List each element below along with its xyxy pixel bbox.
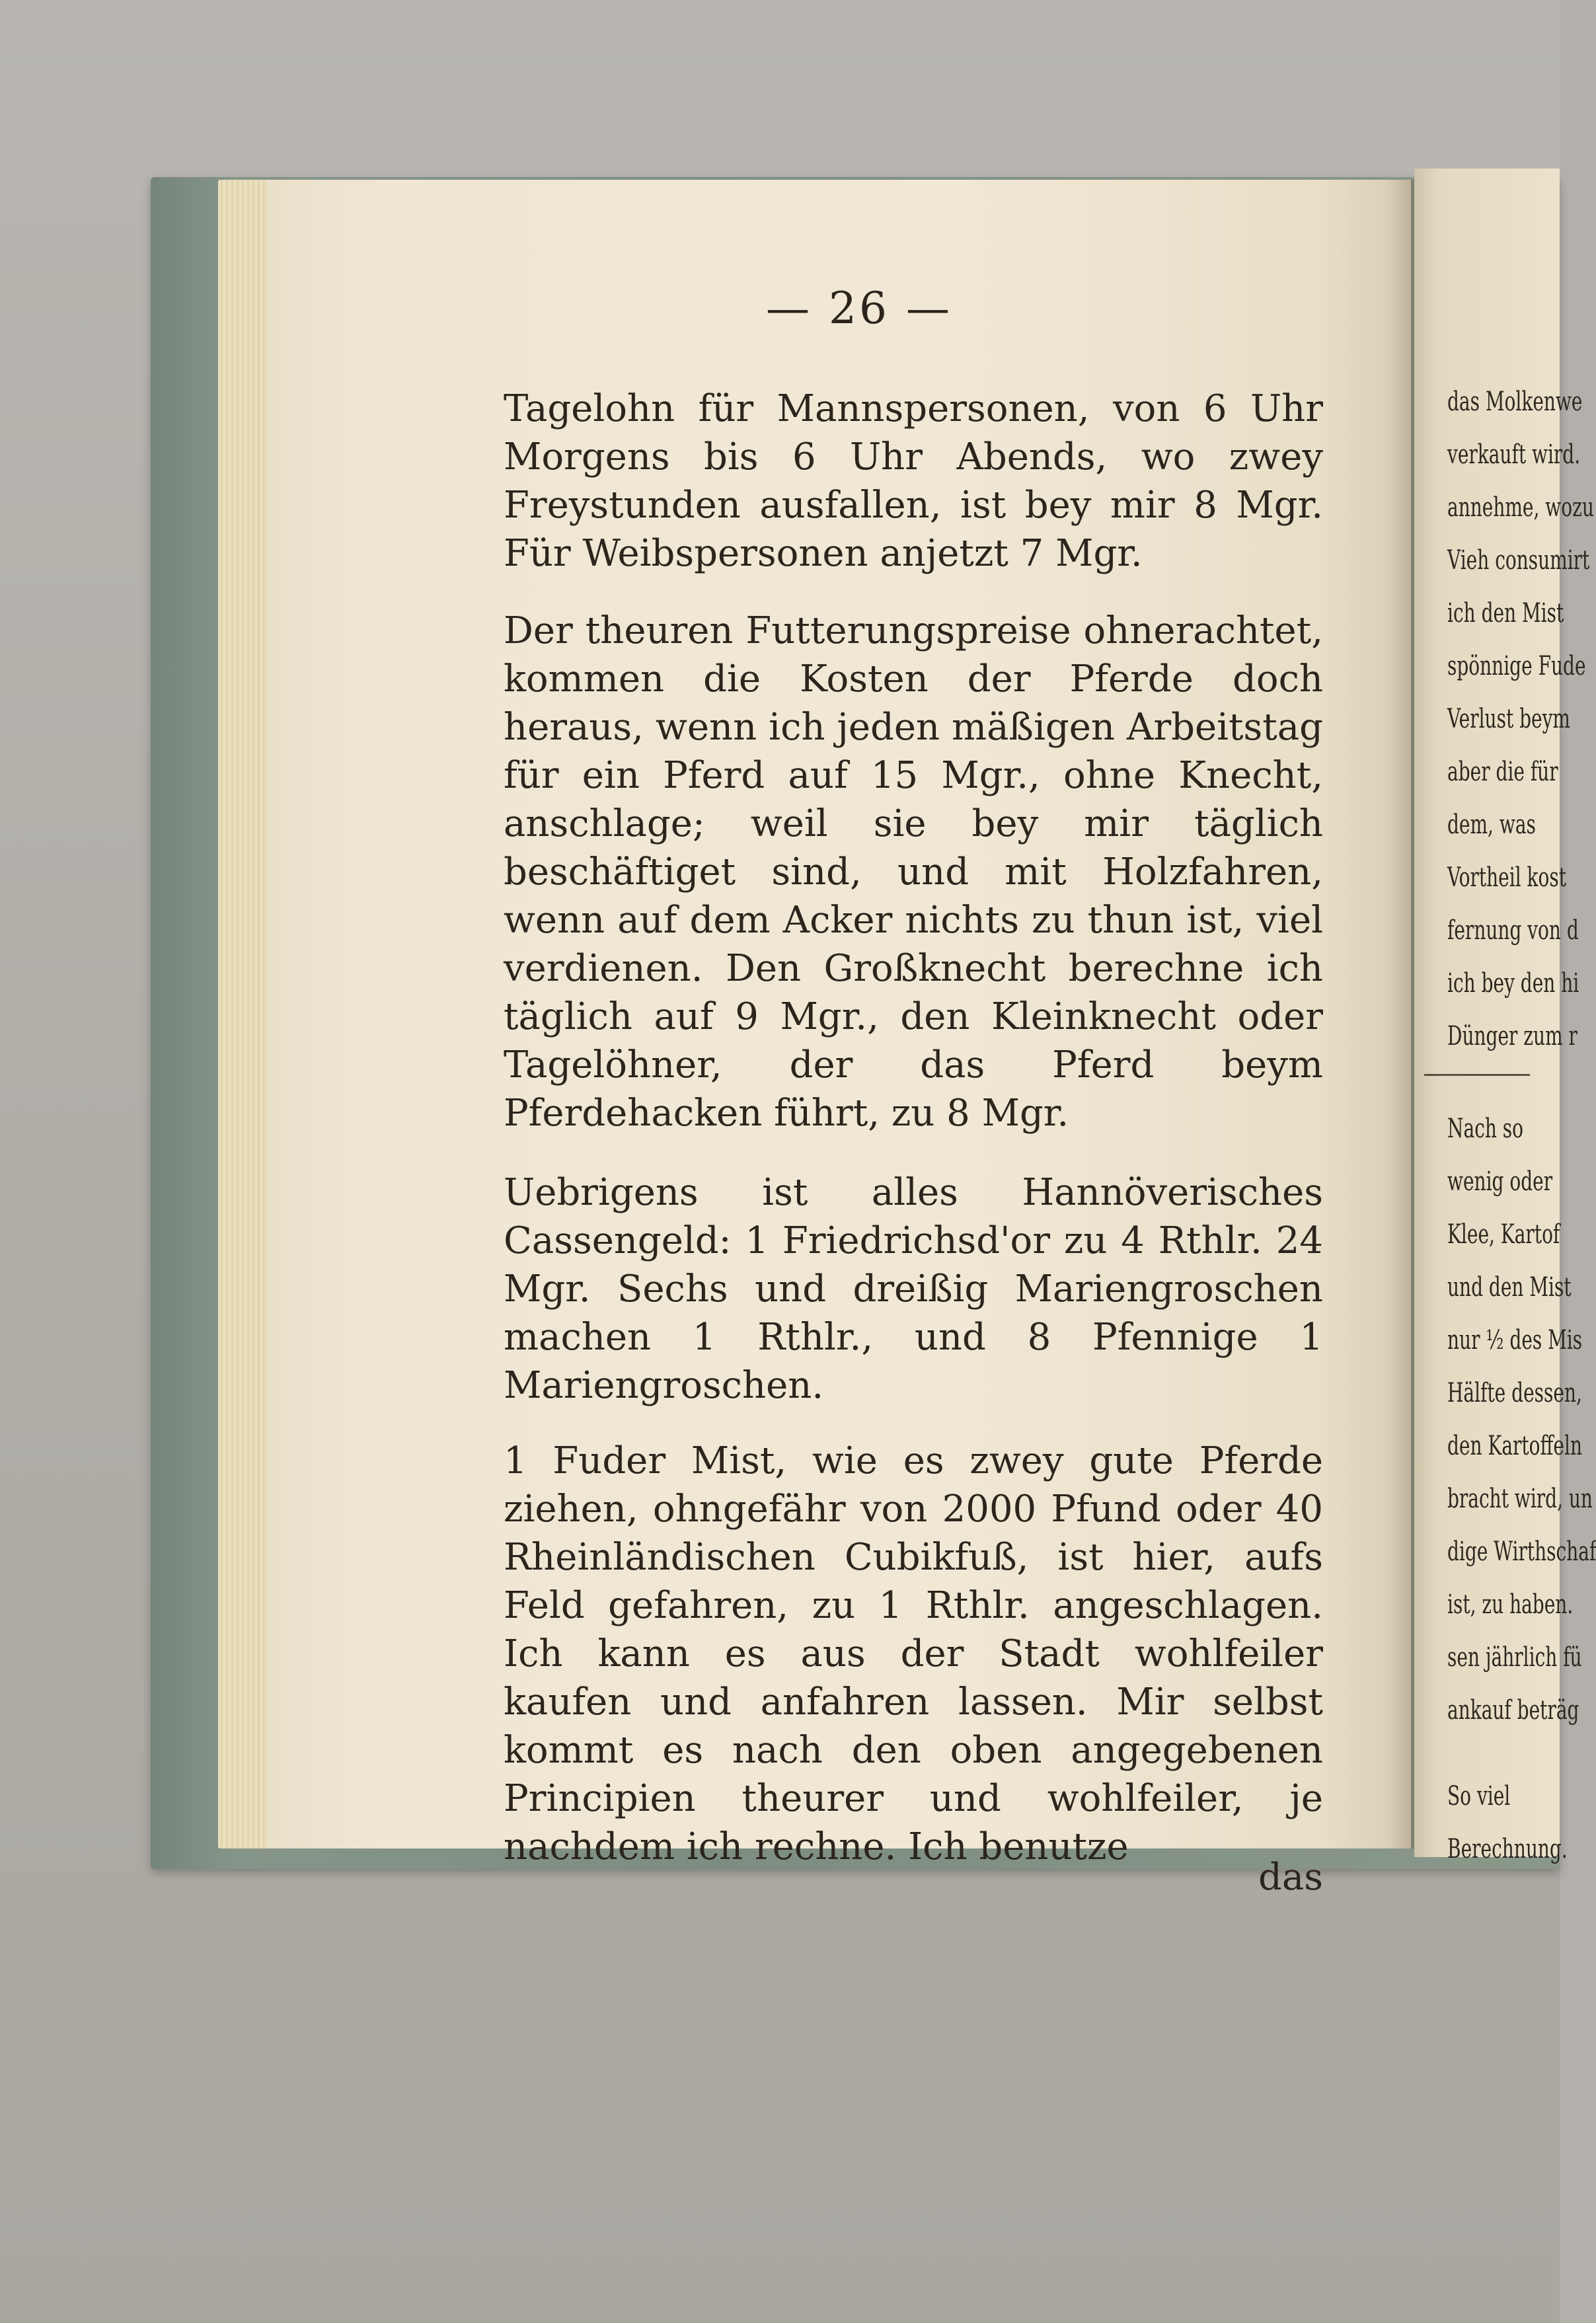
facing-page-line: nur ½ des Mis: [1447, 1325, 1583, 1355]
facing-page-line: ist, zu haben.: [1447, 1589, 1574, 1620]
facing-page-line: bracht wird, un: [1447, 1484, 1593, 1514]
body-paragraph: Der theuren Futterungspreise ohnerachtet, kommen die Kosten der Pferde doch heraus, wenn ich jeden mäßigen Arbeitstag für ein Pferd auf 15 Mgr., ohne Knecht, anschlage; weil sie bey mir täglich beschäftiget sind, und mit Holzfahren, wenn auf dem Acker nichts zu thun ist, viel verdienen. Den Großknecht berechne ich täglich auf 9 Mgr., den Kleinknecht oder Tagelöhner, der das Pferd beym Pferdehacken führt, zu 8 Mgr.: [504, 609, 1323, 1135]
facing-page-line: ich den Mist: [1447, 598, 1564, 628]
facing-page-line: dige Wirthschaf: [1447, 1537, 1596, 1567]
catchword: das: [1258, 1856, 1323, 1899]
facing-page-line: wenig oder: [1447, 1166, 1553, 1197]
facing-page-line: Vieh consumirt: [1447, 545, 1590, 576]
facing-page-line: annehme, wozu: [1447, 492, 1594, 523]
page-edges: [218, 180, 271, 1848]
facing-page-line: So viel: [1447, 1781, 1511, 1811]
facing-page-line: spönnige Fude: [1447, 651, 1586, 681]
facing-page-line: und den Mist: [1447, 1272, 1572, 1303]
facing-page-line: den Kartoffeln: [1447, 1431, 1582, 1461]
facing-page-line: ich bey den hi: [1447, 968, 1579, 999]
facing-page-line: verkauft wird.: [1447, 439, 1581, 470]
facing-page-line: dem, was: [1447, 810, 1536, 840]
facing-page-line: Dünger zum r: [1447, 1021, 1577, 1051]
facing-page-line: sen jährlich fü: [1447, 1642, 1582, 1673]
page-number: — 26 —: [766, 283, 952, 334]
facing-page-line: Verlust beym: [1447, 704, 1570, 734]
facing-page-line: Klee, Kartof: [1447, 1219, 1560, 1250]
facing-page-line: aber die für: [1447, 757, 1558, 787]
facing-page: [1414, 169, 1596, 1864]
facing-page-rule: [1424, 1074, 1530, 1076]
body-paragraph: Tagelohn für Mannspersonen, von 6 Uhr Morgens bis 6 Uhr Abends, wo zwey Freystunden ausfallen, ist bey mir 8 Mgr. Für Weibspersonen anjetzt 7 Mgr.: [504, 387, 1323, 575]
body-paragraph: 1 Fuder Mist, wie es zwey gute Pferde ziehen, ohngefähr von 2000 Pfund oder 40 Rheinländischen Cubikfuß, ist hier, aufs Feld gefahren, zu 1 Rthlr. angeschlagen. Ich kann es aus der Stadt wohlfeiler kaufen und anfahren lassen. Mir selbst kommt es nach den oben angegebenen Principien theurer und wohlfeiler, je nachdem ich rechne. Ich benutze: [504, 1439, 1323, 1868]
facing-page-line: Hälfte dessen,: [1447, 1378, 1582, 1408]
facing-page-line: Vortheil kost: [1447, 862, 1567, 893]
facing-page-line: fernung von d: [1447, 915, 1579, 946]
facing-page-line: ankauf beträg: [1447, 1695, 1579, 1726]
facing-page-line: Nach so: [1447, 1114, 1524, 1144]
facing-page-line: Berechnung.: [1447, 1834, 1568, 1864]
body-paragraph: Uebrigens ist alles Hannöverisches Cassengeld: 1 Friedrichsd'or zu 4 Rthlr. 24 Mgr. Sechs und dreißig Mariengroschen machen 1 Rthlr., und 8 Pfennige 1 Mariengroschen.: [504, 1171, 1323, 1407]
facing-page-line: das Molkenwe: [1447, 387, 1583, 417]
